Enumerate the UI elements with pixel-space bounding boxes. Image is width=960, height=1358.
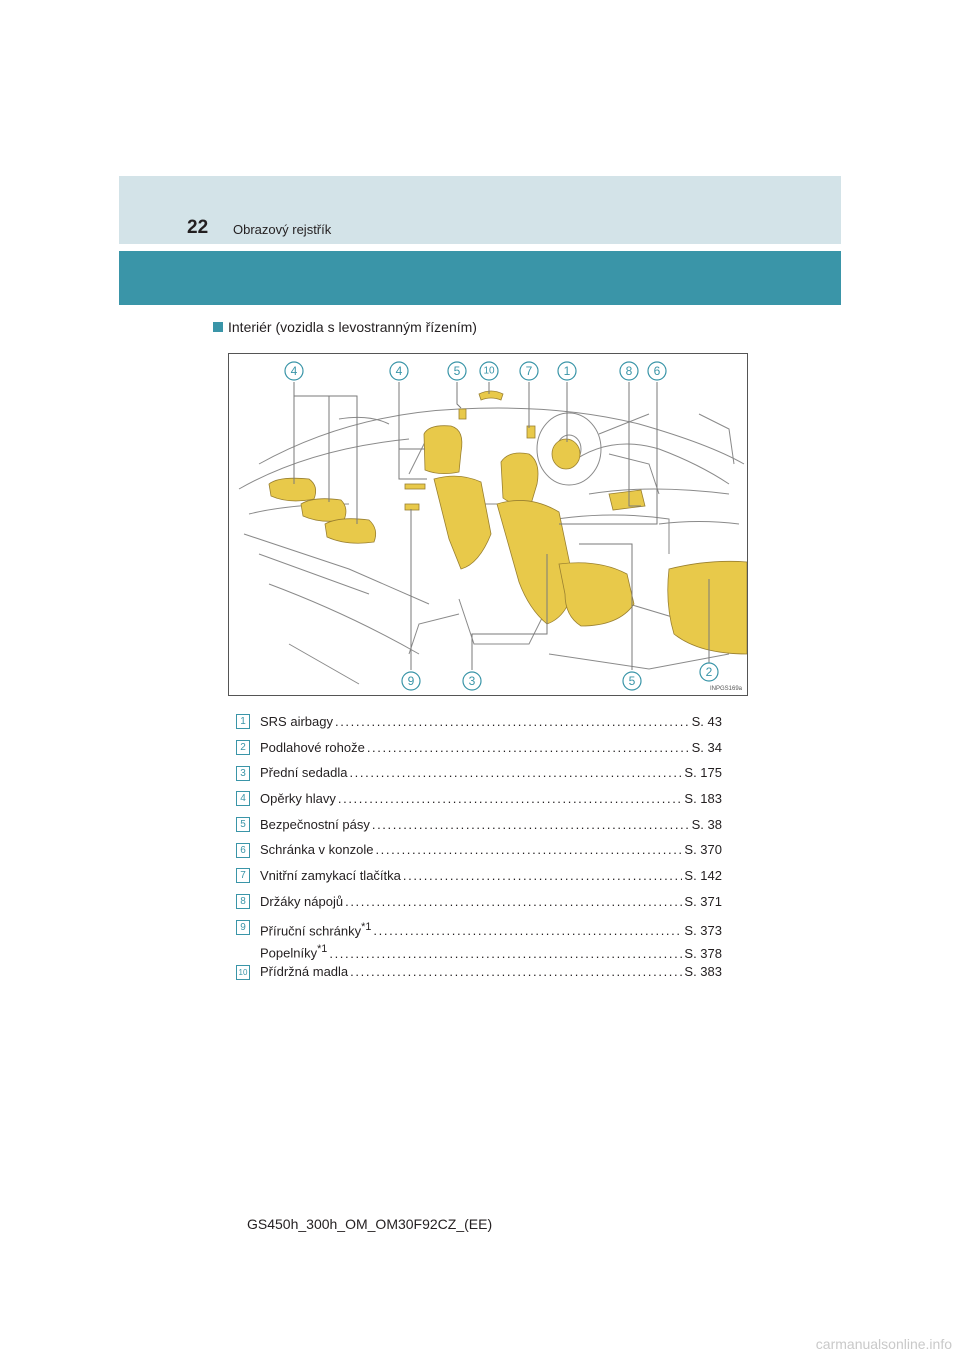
callout-label: 7 — [525, 364, 533, 378]
callout-label: 5 — [628, 674, 636, 688]
index-item — [236, 709, 722, 735]
interior-illustration — [228, 353, 748, 696]
page-reference: S. 373 — [684, 922, 722, 938]
index-list — [236, 709, 722, 985]
car-interior-drawing — [229, 354, 747, 695]
dot-leader — [345, 889, 682, 915]
item-label: Opěrky hlavy — [260, 791, 336, 807]
index-item — [236, 863, 722, 889]
page-reference: S. 34 — [691, 739, 722, 755]
page-reference: S. 175 — [684, 765, 722, 781]
dot-leader — [373, 918, 682, 944]
callouts-top — [285, 362, 666, 380]
index-item — [236, 735, 722, 761]
item-label: Přední sedadla — [260, 765, 348, 781]
callout-label: 10 — [483, 365, 495, 377]
item-number-badge: 8 — [236, 894, 250, 909]
item-number-badge: 1 — [236, 714, 250, 729]
footnote-marker: *1 — [317, 943, 328, 956]
dot-leader — [335, 709, 690, 735]
item-number-badge: 2 — [236, 740, 250, 755]
index-item — [236, 760, 722, 786]
section-title: Obrazový rejstřík — [233, 222, 332, 237]
header-band — [119, 176, 841, 244]
dot-leader — [403, 863, 683, 889]
item-label: Bezpečnostní pásy — [260, 816, 370, 832]
item-label-text: Příruční schránky — [260, 922, 362, 938]
item-number-badge: 5 — [236, 817, 250, 832]
item-number-badge: 10 — [236, 965, 250, 980]
footnote-marker: *1 — [361, 920, 372, 933]
document-footer: GS450h_300h_OM_OM30F92CZ_(EE) — [247, 1216, 493, 1232]
dot-leader — [372, 812, 690, 838]
index-item — [236, 812, 722, 838]
subheading — [213, 319, 477, 335]
watermark: carmanualsonline.info — [815, 1336, 952, 1352]
page-reference: S. 383 — [684, 964, 722, 980]
page-number: 22 — [187, 217, 209, 238]
item-label: Držáky nápojů — [260, 893, 344, 909]
callout-label: 1 — [563, 364, 571, 378]
page-reference: S. 43 — [691, 714, 722, 729]
index-item — [236, 889, 722, 915]
callouts-bottom — [402, 663, 718, 690]
callout-label: 9 — [407, 674, 415, 688]
square-bullet-icon — [213, 322, 223, 332]
page-reference: S. 38 — [691, 816, 722, 832]
callout-label: 5 — [453, 364, 461, 378]
index-item — [236, 959, 722, 985]
item-number-badge: 4 — [236, 791, 250, 806]
item-number-badge: 6 — [236, 843, 250, 858]
subheading-text: Interiér (vozidla s levostranným řízením) — [228, 319, 477, 335]
dot-leader — [338, 786, 683, 812]
page-reference: S. 370 — [684, 842, 722, 858]
page-reference: S. 183 — [684, 791, 722, 807]
dot-leader — [367, 735, 690, 761]
item-label: Podlahové rohože — [260, 739, 365, 755]
callout-label: 4 — [290, 364, 298, 378]
callout-label: 4 — [395, 364, 403, 378]
figure-code: INPGS169a — [709, 686, 742, 692]
item-label — [260, 915, 371, 944]
item-number-badge: 7 — [236, 868, 250, 883]
dot-leader — [349, 760, 682, 786]
title-bar — [119, 251, 841, 305]
item-label: Schránka v konzole — [260, 842, 374, 858]
item-label: Vnitřní zamykací tlačítka — [260, 868, 401, 884]
index-item — [236, 837, 722, 863]
item-number-badge: 3 — [236, 766, 250, 781]
item-number-badge: 9 — [236, 920, 250, 935]
page-reference: S. 378 — [684, 945, 722, 961]
page-reference: S. 142 — [684, 868, 722, 884]
page-reference: S. 371 — [684, 893, 722, 909]
index-item — [236, 940, 722, 959]
item-label-text: Popelníky — [260, 945, 318, 961]
index-item — [236, 786, 722, 812]
item-label: Přídržná madla — [260, 964, 349, 980]
callout-label: 2 — [705, 665, 713, 679]
callout-label: 8 — [625, 364, 633, 378]
callout-label: 3 — [468, 674, 476, 688]
index-item — [236, 915, 722, 941]
item-label: SRS airbagy — [260, 714, 333, 729]
dot-leader — [375, 837, 682, 863]
callout-label: 6 — [653, 364, 661, 378]
dot-leader — [350, 959, 682, 985]
